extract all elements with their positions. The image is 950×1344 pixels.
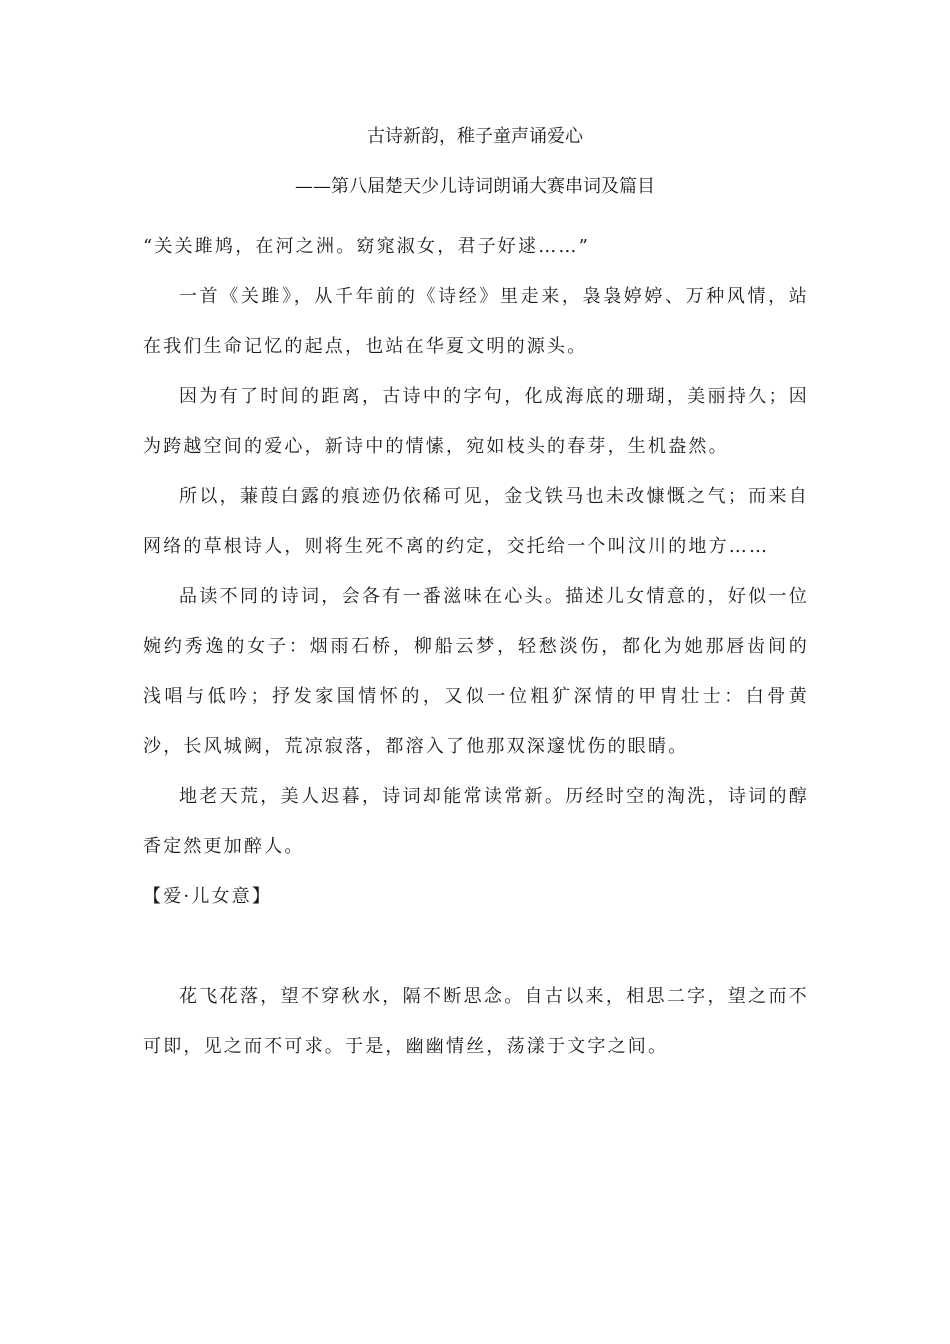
section-heading: 【爱·儿女意】 xyxy=(143,886,273,907)
document-subtitle: ——第八届楚天少儿诗词朗诵大赛串词及篇目 xyxy=(295,176,655,197)
paragraph-2: 因为有了时间的距离，古诗中的字句，化成海底的珊瑚，美丽持久；因为跨越空间的爱心，新诗中的情愫，宛如枝头的春芽，生机盎然。 xyxy=(143,386,809,457)
opening-quote: “关关雎鸠，在河之洲。窈窕淑女，君子好逑……” xyxy=(143,236,591,257)
section-paragraph: 花飞花落，望不穿秋水，隔不断思念。自古以来，相思二字，望之而不可即，见之而不可求。于是，幽幽情丝，荡漾于文字之间。 xyxy=(143,986,809,1057)
document-body xyxy=(143,222,809,1072)
paragraph-1: 一首《关雎》，从千年前的《诗经》里走来，袅袅婷婷、万种风情，站在我们生命记忆的起点，也站在华夏文明的源头。 xyxy=(143,286,809,357)
paragraph-5: 地老天荒，美人迟暮，诗词却能常读常新。历经时空的淘洗，诗词的醇香定然更加醉人。 xyxy=(143,786,809,857)
paragraph-3: 所以，蒹葭白露的痕迹仍依稀可见，金戈铁马也未改慷慨之气；而来自网络的草根诗人，则将生死不离的约定，交托给一个叫汶川的地方…… xyxy=(143,486,809,557)
paragraph-4: 品读不同的诗词，会各有一番滋味在心头。描述儿女情意的，好似一位婉约秀逸的女子：烟雨石桥，柳船云梦，轻愁淡伤，都化为她那唇齿间的浅唱与低吟；抒发家国情怀的，又似一位粗犷深情的甲胄壮士：白骨黄沙，长风城阙，荒凉寂落，都溶入了他那双深邃忧伤的眼睛。 xyxy=(143,586,809,757)
document-title: 古诗新韵，稚子童声诵爱心 xyxy=(367,126,583,147)
